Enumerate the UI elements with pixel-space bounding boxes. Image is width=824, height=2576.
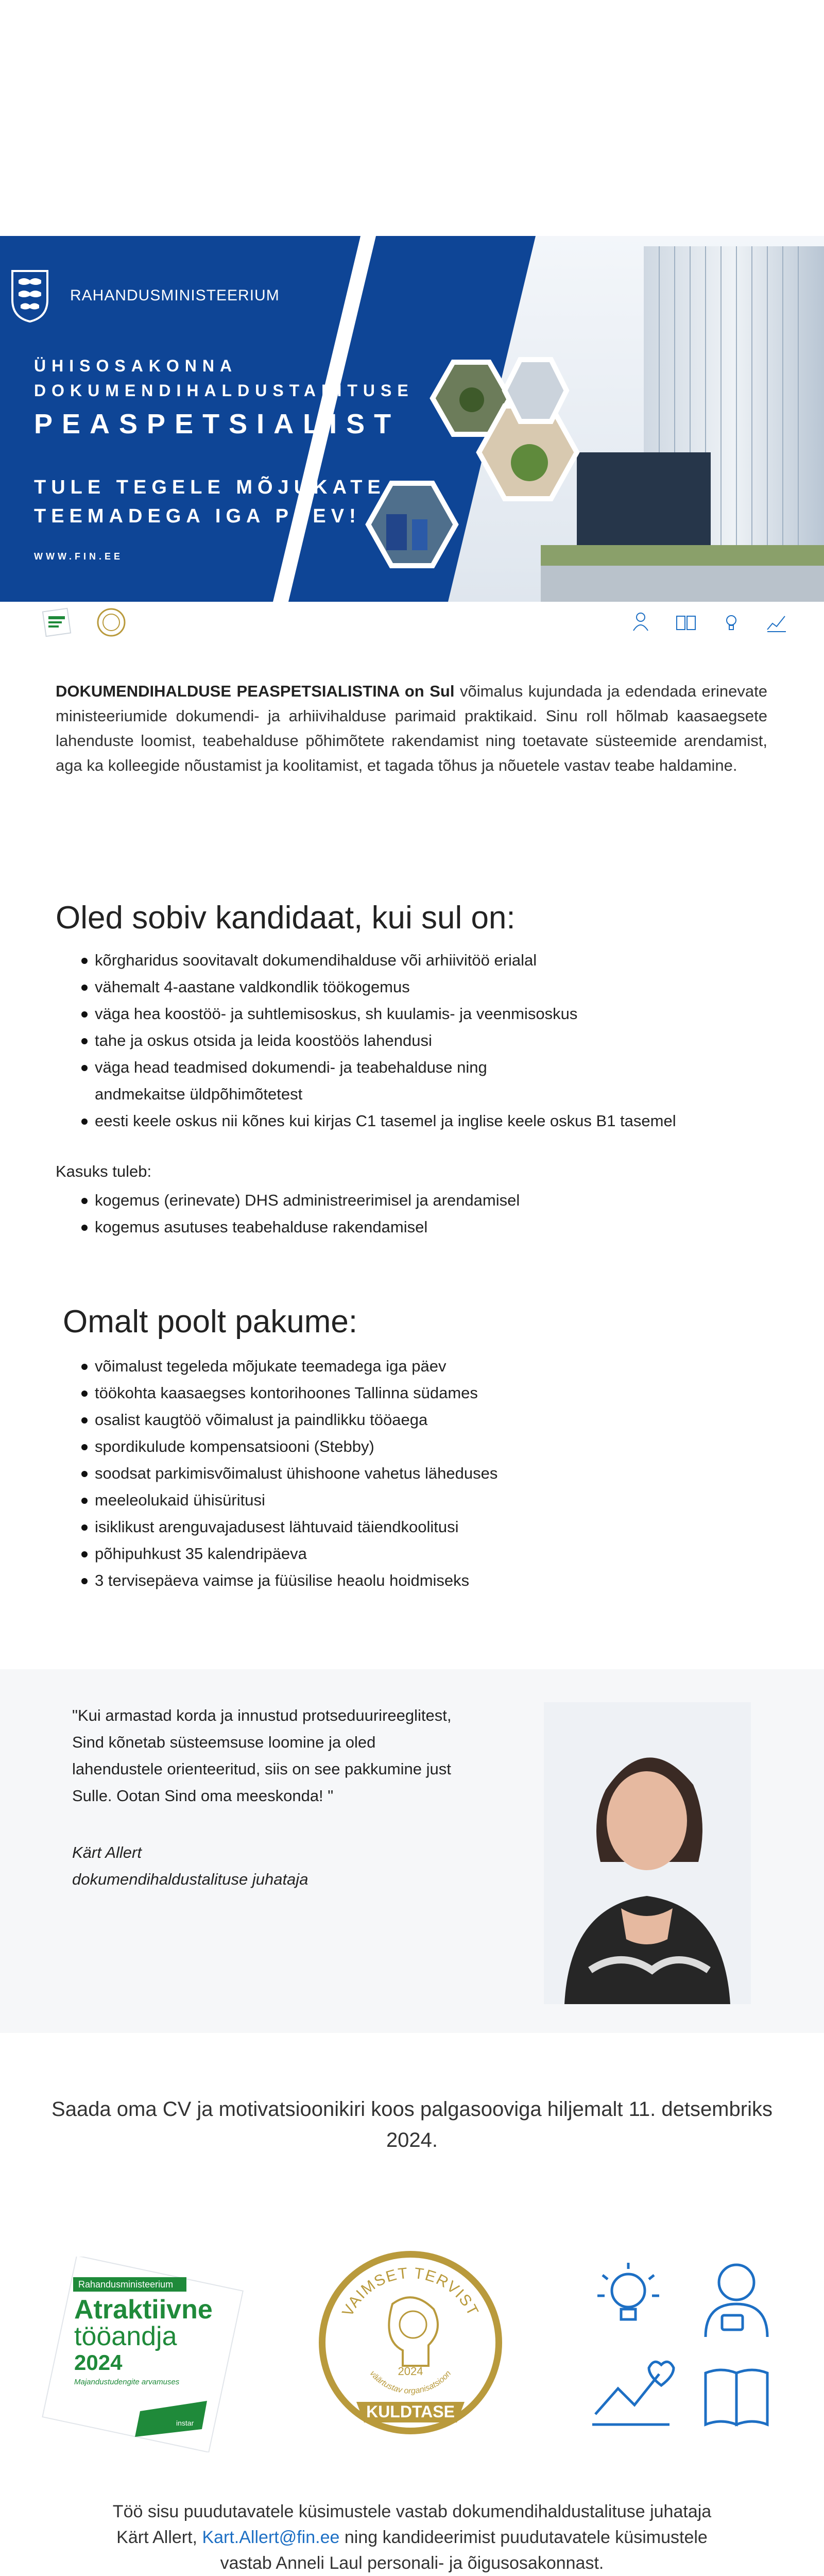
- employer-badge-icon: [41, 607, 72, 638]
- list-item: kogemus (erinevate) DHS administreerimisel ja arendamisel: [81, 1187, 520, 1214]
- quote-text: [72, 1702, 525, 1809]
- list-item: osalist kaugtöö võimalust ja paindlikku tööaega: [81, 1406, 497, 1433]
- atraktiivne-toeandja-badge: [37, 2257, 253, 2452]
- gold-badge-top: VAIMSET TERVIST: [339, 2264, 482, 2319]
- requirements-title: Oled sobiv kandidaat, kui sul on:: [56, 900, 516, 936]
- three-lions-crest-icon: [10, 269, 49, 323]
- employer-badge-logo: instar: [176, 2419, 194, 2427]
- quote-author-title: dokumendihaldustalituse juhataja: [72, 1870, 308, 1888]
- ministry-brand: [10, 269, 280, 323]
- job-role-title: PEASPETSIALIST: [34, 409, 401, 439]
- book-icon: [675, 611, 697, 634]
- lightbulb-icon: [597, 2263, 659, 2319]
- gold-badge-year: 2024: [398, 2365, 423, 2378]
- requirements-list: [81, 947, 676, 1134]
- intro-text: võimalus kujundada ja edendada erinevate ministeeriumide dokumendi- ja arhiivihalduse parimaid praktikaid. Sinu roll hõlmab kaasaegsete lahenduste loomist, teabehalduse põhimõtete rakendamist ning toetavate süsteemide arendamist, aga ka kolleegide nõustamist ja koolitamist, et tagada tõhus ja nõuetele vastav teabe haldamine.: [56, 682, 767, 774]
- offer-title: Omalt poolt pakume:: [63, 1304, 358, 1340]
- intro-paragraph: [56, 679, 767, 778]
- lightbulb-icon: [720, 611, 743, 634]
- kuldtase-badge: [315, 2247, 506, 2438]
- plus-heading: Kasuks tuleb:: [56, 1162, 152, 1180]
- contact-line-2: [52, 2524, 772, 2550]
- contact-line-2-post: ning kandideerimist puudutavatele küsimustele: [339, 2528, 708, 2547]
- list-item: soodsat parkimisvõimalust ühishoone vahetus läheduses: [81, 1460, 497, 1487]
- employer-badge-sub: Majandustudengite arvamuses: [74, 2378, 180, 2386]
- application-deadline: [21, 2094, 803, 2156]
- gold-seal-icon: [96, 607, 127, 638]
- employer-badge-title-1: Atraktiivne: [74, 2295, 213, 2325]
- offer-list: [81, 1353, 497, 1594]
- person-icon: [706, 2265, 767, 2337]
- strip-badges: [41, 607, 127, 638]
- plus-list: [81, 1187, 520, 1241]
- gold-badge-sub: väärtustav organisatsioon: [368, 2369, 453, 2396]
- intro-lead: DOKUMENDIHALDUSE PEASPETSIALISTINA on Sul: [56, 682, 455, 700]
- list-item: vähemalt 4-aastane valdkondlik töökogemus: [81, 974, 676, 1001]
- list-item: 3 tervisepäeva vaimse ja füüsilise heaolu hoidmiseks: [81, 1567, 497, 1594]
- banner-footer-strip: [0, 602, 824, 643]
- list-item: eesti keele oskus nii kõnes kui kirjas C1 tasemel ja inglise keele oskus B1 tasemel: [81, 1108, 676, 1134]
- list-item: kõrgharidus soovitavalt dokumendihalduse või arhiivitöö erialal: [81, 947, 676, 974]
- list-item: spordikulude kompensatsiooni (Stebby): [81, 1433, 497, 1460]
- job-banner: [0, 236, 824, 602]
- growth-chart-icon: [592, 2362, 674, 2425]
- manager-photo: [544, 1702, 751, 2004]
- contact-line-2-pre: Kärt Allert,: [116, 2528, 202, 2547]
- list-item: põhipuhkust 35 kalendripäeva: [81, 1540, 497, 1567]
- tagline-line-1: TULE TEGELE MÕJUKATE: [34, 477, 386, 498]
- banner-website[interactable]: WWW.FIN.EE: [34, 551, 123, 562]
- banner-tagline: [34, 473, 386, 531]
- list-item-continuation: andmekaitse üldpõhimõtetest: [95, 1085, 303, 1103]
- employer-badge-title-2: tööandja: [74, 2321, 177, 2351]
- gold-badge-bottom: KULDTASE: [366, 2402, 455, 2421]
- book-icon: [706, 2370, 767, 2425]
- deadline-line-2: 2024.: [386, 2129, 438, 2151]
- manager-quote-panel: [0, 1669, 824, 2033]
- list-item: [81, 1054, 676, 1108]
- kart-email-link[interactable]: Kart.Allert@fin.ee: [202, 2528, 340, 2547]
- list-item: kogemus asutuses teabehalduse rakendamisel: [81, 1214, 520, 1241]
- manager-portrait-illustration: [544, 1702, 751, 2004]
- growth-chart-icon: [765, 611, 788, 634]
- department-line-2: DOKUMENDIHALDUSTALITUSE: [34, 381, 414, 400]
- employer-badge-year: 2024: [74, 2350, 123, 2375]
- contact-paragraph: [52, 2499, 772, 2576]
- list-item-text: väga head teadmised dokumendi- ja teabehalduse ning: [95, 1058, 487, 1076]
- department-name: [34, 353, 414, 403]
- ministry-name: RAHANDUSMINISTEERIUM: [70, 287, 280, 304]
- list-item: töökohta kaasaegses kontorihoones Tallinna südames: [81, 1380, 497, 1406]
- contact-line-1: Töö sisu puudutavatele küsimustele vastab dokumendihaldustalituse juhataja: [112, 2502, 712, 2521]
- list-item: võimalust tegeleda mõjukate teemadega iga päev: [81, 1353, 497, 1380]
- list-item: meeleolukaid ühisüritusi: [81, 1487, 497, 1514]
- list-item: väga hea koostöö- ja suhtlemisoskus, sh kuulamis- ja veenmisoskus: [81, 1001, 676, 1027]
- quote-line: Sulle. Ootan Sind oma meeskonda! ": [72, 1787, 334, 1805]
- value-icons-grid: [587, 2260, 783, 2435]
- strip-icon-row: [629, 611, 788, 634]
- quote-author-name: Kärt Allert: [72, 1843, 142, 1861]
- quote-line: lahendustele orienteeritud, siis on see pakkumine just: [72, 1760, 451, 1778]
- department-line-1: ÜHISOSAKONNA: [34, 357, 238, 375]
- quote-author-block: [72, 1839, 308, 1893]
- employer-badge-top: Rahandusministeerium: [78, 2279, 174, 2290]
- list-item: isiklikust arenguvajadusest lähtuvaid täiendkoolitusi: [81, 1514, 497, 1540]
- quote-line: "Kui armastad korda ja innustud protseduurireeglitest,: [72, 1706, 452, 1724]
- person-icon: [629, 611, 652, 634]
- contact-line-3: vastab Anneli Laul personali- ja õigusosakonnast.: [220, 2553, 604, 2573]
- quote-line: Sind kõnetab süsteemsuse loomine ja oled: [72, 1733, 376, 1751]
- deadline-line-1: Saada oma CV ja motivatsioonikiri koos palgasooviga hiljemalt 11. detsembriks: [52, 2098, 772, 2121]
- tagline-line-2: TEEMADEGA IGA PÄEV!: [34, 505, 361, 527]
- list-item: tahe ja oskus otsida ja leida koostöös lahendusi: [81, 1027, 676, 1054]
